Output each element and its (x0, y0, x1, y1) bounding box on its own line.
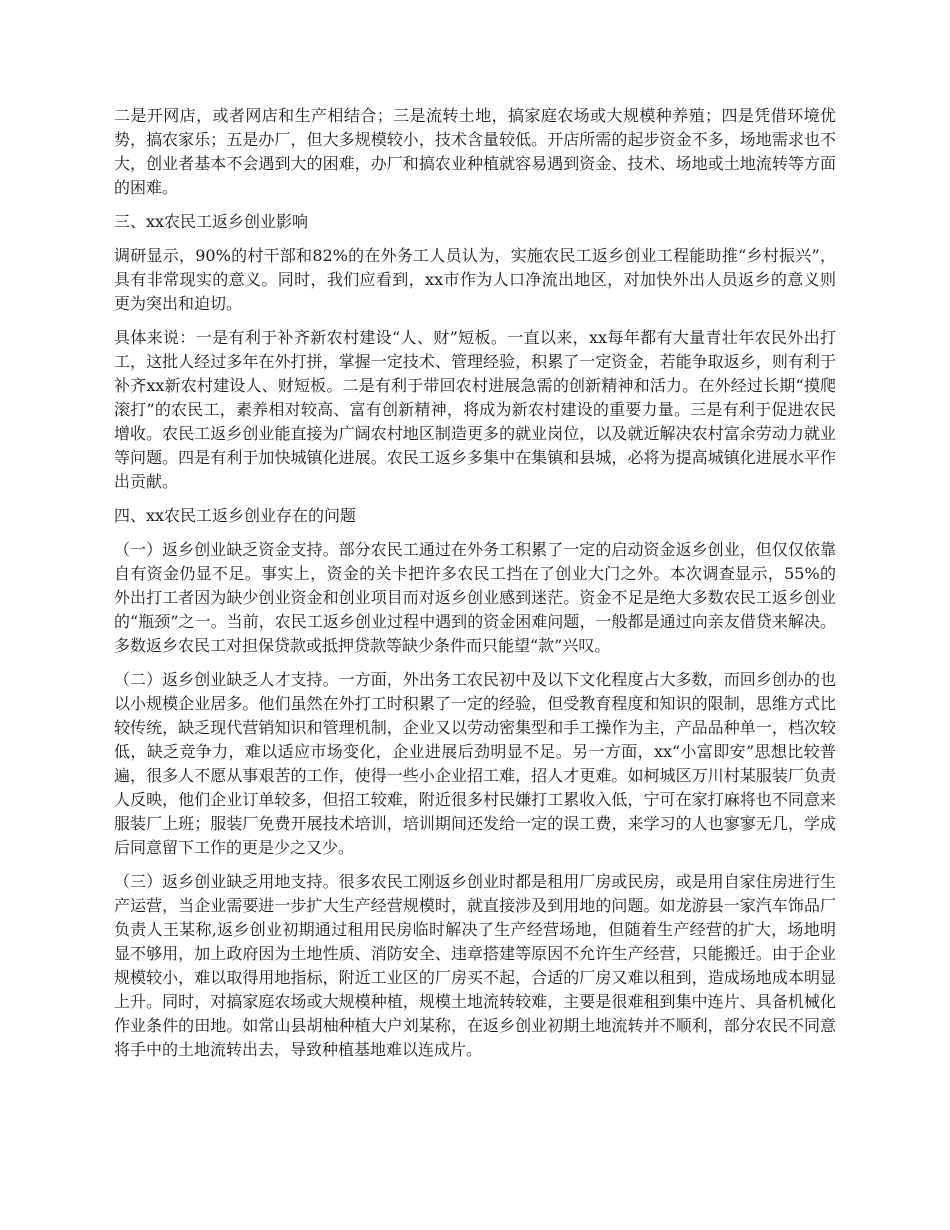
paragraph-land-problem: （三）返乡创业缺乏用地支持。很多农民工刚返乡创业时都是租用厂房或民房，或是用自家住房进行生产运营，当企业需要进一步扩大生产经营规模时，就直接涉及到用地的问题。如龙游县一家汽车饰品厂负责人王某称,返乡创业初期通过租用民房临时解决了生产经营场地，但随着生产经营的扩大，场地明显不够用，加上政府因为土地性质、消防安全、违章搭建等原因不允许生产经营，只能搬迁。由于企业规模较小，难以取得用地指标，附近工业区的厂房买不起，合适的厂房又难以租到，造成场地成本明显上升。同时，对搞家庭农场或大规模种植，规模土地流转较难，主要是很难租到集中连片、具备机械化作业条件的田地。如常山县胡柚种植大户刘某称，在返乡创业初期土地流转并不顺利，部分农民不同意将手中的土地流转出去，导致种植基地难以连成片。 (114, 872, 836, 1059)
section-heading-impact: 三、xx农民工返乡创业影响 (114, 212, 309, 231)
paragraph-talent-problem: （二）返乡创业缺乏人才支持。一方面，外出务工农民初中及以下文化程度占大多数，而回乡创办的也以小规模企业居多。他们虽然在外打工时积累了一定的经验，但受教育程度和知识的限制，思维方式比较传统，缺乏现代营销知识和管理机制，企业又以劳动密集型和手工操作为主，产品品种单一，档次较低，缺乏竞争力，难以适应市场变化，企业进展后劲明显不足。另一方面，xx“小富即安”思想比较普遍，很多人不愿从事艰苦的工作，使得一些小企业招工难，招人才更难。如柯城区万川村某服装厂负责人反映，他们企业订单较多，但招工较难，附近很多村民嫌打工累收入低，宁可在家打麻将也不同意来服装厂上班；服装厂免费开展技术培训，培训期间还发给一定的误工费，来学习的人也寥寥无几，学成后同意留下工作的更是少之又少。 (114, 670, 836, 857)
document-page (114, 104, 836, 1072)
section-heading-problems: 四、xx农民工返乡创业存在的问题 (114, 506, 357, 525)
paragraph-survey-results: 调研显示，90%的村干部和82%的在外务工人员认为，实施农民工返乡创业工程能助推“乡村振兴”，具有非常现实的意义。同时，我们应看到，xx市作为人口净流出地区，对加快外出人员返乡的意义则更为突出和迫切。 (114, 246, 836, 313)
paragraph-specific-benefits: 具体来说：一是有利于补齐新农村建设“人、财”短板。一直以来，xx每年都有大量青壮年农民外出打工，这批人经过多年在外打拼，掌握一定技术、管理经验，积累了一定资金，若能争取返乡，则有利于补齐xx新农村建设人、财短板。二是有利于带回农村进展急需的创新精神和活力。在外经过长期“摸爬滚打”的农民工，素养相对较高、富有创新精神，将成为新农村建设的重要力量。三是有利于促进农民增收。农民工返乡创业能直接为广阔农村地区制造更多的就业岗位，以及就近解决农村富余劳动力就业等问题。四是有利于加快城镇化进展。农民工返乡多集中在集镇和县城，必将为提高城镇化进展水平作出贡献。 (114, 328, 836, 491)
paragraph-funding-problem: （一）返乡创业缺乏资金支持。部分农民工通过在外务工积累了一定的启动资金返乡创业，但仅仅依靠自有资金仍显不足。事实上，资金的关卡把许多农民工挡在了创业大门之外。本次调查显示，55%的外出打工者因为缺少创业资金和创业项目而对返乡创业感到迷茫。资金不足是绝大多数农民工返乡创业的“瓶颈”之一。当前，农民工返乡创业过程中遇到的资金困难问题，一般都是通过向亲友借贷来解决。多数返乡农民工对担保贷款或抵押贷款等缺少条件而只能望“款”兴叹。 (114, 540, 836, 655)
paragraph-startup-types: 二是开网店，或者网店和生产相结合；三是流转土地，搞家庭农场或大规模种养殖；四是凭借环境优势，搞农家乐；五是办厂，但大多规模较小，技术含量较低。开店所需的起步资金不多，场地需求也不大，创业者基本不会遇到大的困难，办厂和搞农业种植就容易遇到资金、技术、场地或土地流转等方面的困难。 (114, 106, 836, 197)
